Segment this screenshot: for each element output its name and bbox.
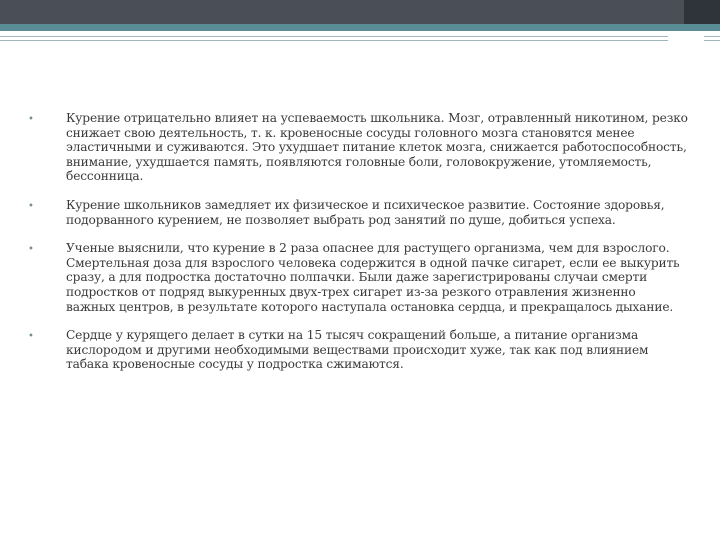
bullet-text: Ученые выяснили, что курение в 2 раза опаснее для растущего организма, чем для взрослого. Смертельная доза для взрослого человека содержится в одной пачке сигарет, если ее выкурить сразу, а для подростка достаточно полпачки. Были даже зарегистрированы случаи смерти подростков от подряд выкуренных двух-трех сигарет из-за резкого отравления жизненно важных центров, в результате которого наступала остановка сердца, и прекращалось дыхание. <box>66 241 680 314</box>
bullet-item <box>28 111 688 184</box>
bullet-list <box>28 111 688 386</box>
accent-band <box>0 24 720 31</box>
bullet-marker: • <box>28 331 34 343</box>
bullet-marker: • <box>28 114 34 125</box>
divider-line <box>704 36 720 37</box>
bullet-text: Сердце у курящего делает в сутки на 15 тысяч сокращений больше, а питание организма кислородом и другими необходимыми веществами происходит хуже, так как под влиянием табака кровеносные сосуды у подростка сжимаются. <box>66 328 649 372</box>
header-corner-block <box>684 0 720 24</box>
bullet-item <box>28 328 688 372</box>
header-band <box>0 0 720 24</box>
bullet-marker: • <box>28 244 34 256</box>
divider-line <box>704 40 720 41</box>
bullet-text: Курение школьников замедляет их физическое и психическое развитие. Состояние здоровья, подорванного курением, не позволяет выбрать род занятий по душе, добиться успеха. <box>66 197 665 227</box>
bullet-item <box>28 241 688 314</box>
divider-line <box>0 40 668 41</box>
bullet-item <box>28 198 688 227</box>
divider-line <box>0 36 668 37</box>
bullet-text: Курение отрицательно влияет на успеваемость школьника. Мозг, отравленный никотином, резко снижает свою деятельность, т. к. кровеносные сосуды головного мозга становятся менее эластичными и суживаются. Это ухудшает питание клеток мозга, снижается работоспособность, внимание, ухудшается память, появляются головные боли, головокружение, утомляемость, бессонница. <box>66 111 688 184</box>
bullet-marker: • <box>28 200 34 212</box>
